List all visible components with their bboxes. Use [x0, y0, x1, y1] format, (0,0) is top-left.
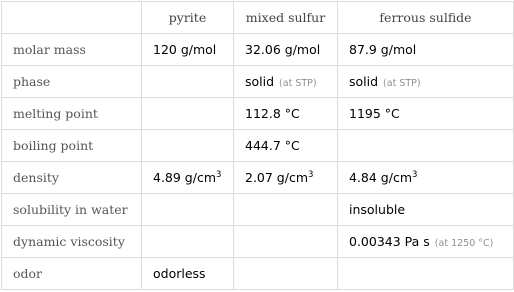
- table-cell: [338, 258, 514, 290]
- cell-value: 0.00343 Pa s: [349, 234, 430, 249]
- table-cell: [338, 98, 514, 130]
- column-header: pyrite: [142, 2, 234, 34]
- table-row: [2, 258, 514, 290]
- cell-value: insoluble: [349, 202, 406, 217]
- row-label: solubility in water: [2, 194, 142, 226]
- cell-value: 112.8 °C: [245, 106, 300, 121]
- table-cell: [142, 162, 234, 194]
- table-cell: [338, 130, 514, 162]
- table-row: [2, 130, 514, 162]
- table-row: [2, 66, 514, 98]
- table-cell: [338, 162, 514, 194]
- cell-superscript: 3: [412, 170, 418, 180]
- row-label: molar mass: [2, 34, 142, 66]
- table-row: [2, 194, 514, 226]
- row-label: boiling point: [2, 130, 142, 162]
- row-label: phase: [2, 66, 142, 98]
- table-cell: [234, 66, 338, 98]
- table-cell: [234, 130, 338, 162]
- cell-note: (at STP): [383, 78, 421, 89]
- row-label: odor: [2, 258, 142, 290]
- table-cell: [142, 98, 234, 130]
- cell-value: 32.06 g/mol: [245, 42, 321, 57]
- table-cell: [142, 258, 234, 290]
- table-cell: [338, 226, 514, 258]
- table-row: [2, 162, 514, 194]
- header-row: [2, 2, 514, 34]
- cell-value: solid: [349, 74, 379, 89]
- table-cell: [338, 34, 514, 66]
- column-header: mixed sulfur: [234, 2, 338, 34]
- table-cell: [142, 34, 234, 66]
- cell-note: (at 1250 °C): [434, 238, 494, 249]
- table-row: [2, 98, 514, 130]
- cell-value: 4.89 g/cm: [153, 170, 217, 185]
- cell-value: 4.84 g/cm: [349, 170, 413, 185]
- row-label: density: [2, 162, 142, 194]
- table-cell: [338, 66, 514, 98]
- row-label: melting point: [2, 98, 142, 130]
- cell-value: solid: [245, 74, 275, 89]
- table-cell: [234, 226, 338, 258]
- table-cell: [234, 34, 338, 66]
- table-row: [2, 226, 514, 258]
- cell-value: 1195 °C: [349, 106, 400, 121]
- cell-value: 2.07 g/cm: [245, 170, 309, 185]
- cell-superscript: 3: [216, 170, 222, 180]
- table-cell: [338, 194, 514, 226]
- column-header: ferrous sulfide: [338, 2, 514, 34]
- table-cell: [234, 258, 338, 290]
- cell-value: odorless: [153, 266, 206, 281]
- properties-table: [1, 1, 514, 290]
- table-cell: [142, 226, 234, 258]
- cell-value: 87.9 g/mol: [349, 42, 417, 57]
- table-cell: [142, 130, 234, 162]
- row-label: dynamic viscosity: [2, 226, 142, 258]
- header-corner: [2, 2, 142, 34]
- table-row: [2, 34, 514, 66]
- cell-note: (at STP): [279, 78, 317, 89]
- table-cell: [234, 194, 338, 226]
- table-cell: [234, 162, 338, 194]
- table-cell: [234, 98, 338, 130]
- table-cell: [142, 66, 234, 98]
- table-cell: [142, 194, 234, 226]
- cell-value: 120 g/mol: [153, 42, 217, 57]
- cell-superscript: 3: [308, 170, 314, 180]
- cell-value: 444.7 °C: [245, 138, 300, 153]
